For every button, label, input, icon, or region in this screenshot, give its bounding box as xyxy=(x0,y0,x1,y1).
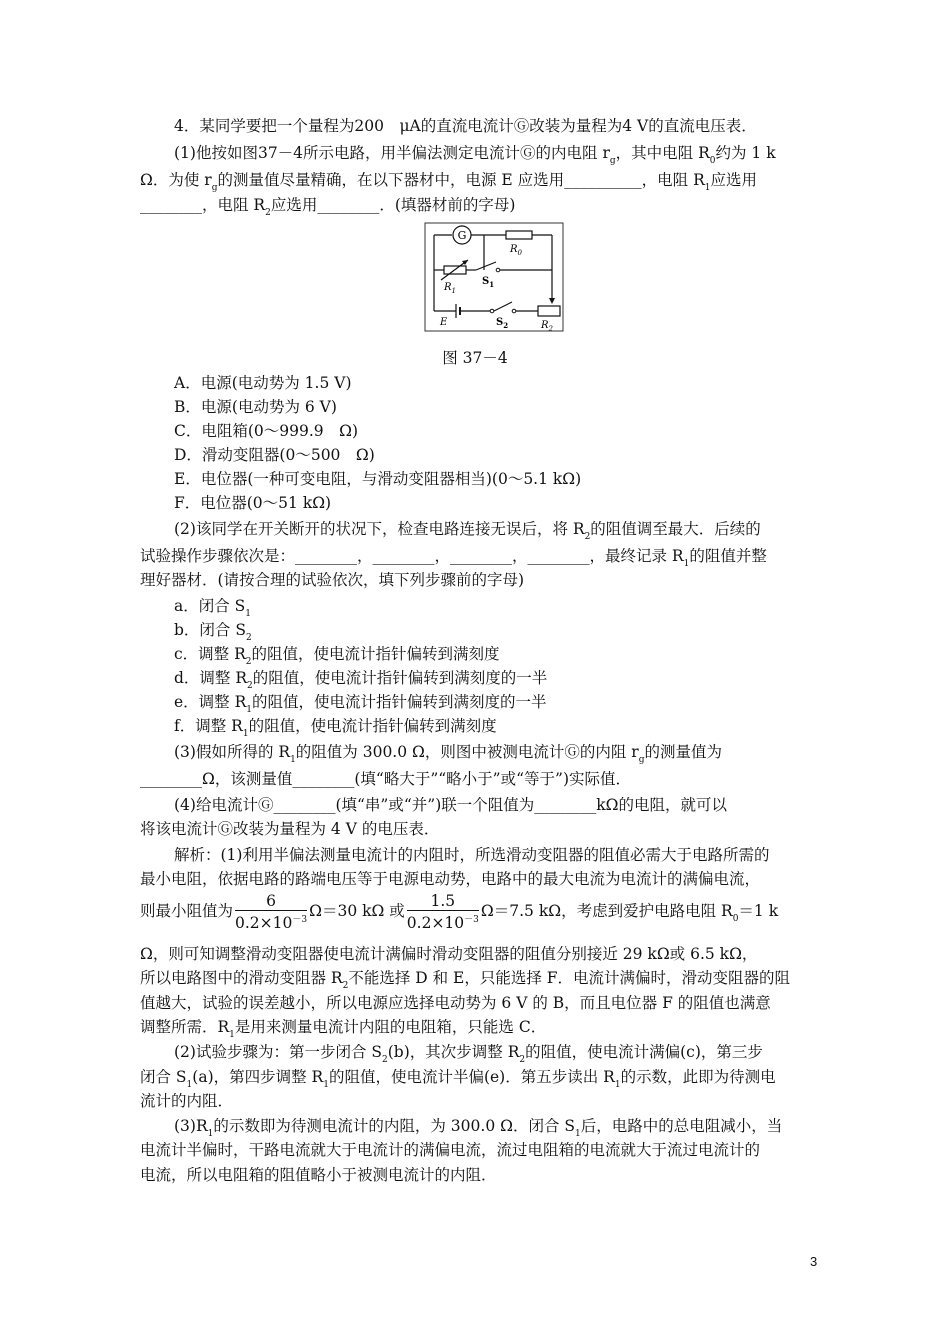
galvanometer-label: G xyxy=(457,229,467,242)
problem-intro: 4．某同学要把一个量程为200 μA的直流电流计Ⓖ改装为量程为4 V的直流电压表． xyxy=(174,117,757,135)
option-e: E．电位器(一种可变电阻，与滑动变阻器相当)(0～5.1 kΩ) xyxy=(174,470,582,488)
circuit-diagram xyxy=(424,222,564,332)
question-4-line-1: (4)给电流计Ⓖ________(填“串”或“并”)联一个阻值为________kΩ的电阻，就可以 xyxy=(174,796,727,814)
solution-p1-line-5: 所以电路图中的滑动变阻器 $R_2$不能选择 D 和 E，只能选择 F．电流计满偏时，滑动变阻器的阻 xyxy=(140,969,791,991)
question-2-line-2: 试验操作步骤依次是：________，________，________，________，最终记录 $R_1$的阻值并整 xyxy=(140,547,767,569)
r1-label: $R_1$ xyxy=(444,282,456,295)
solution-p2-line-3: 流计的内阻． xyxy=(140,1092,234,1110)
solution-p2-line-2: 闭合 $S_1(a)$，第四步调整 $R_1$的阻值，使电流计半偏(e)．第五步读出 $R_1$的示数，此即为待测电 xyxy=(140,1068,776,1090)
step-b: b．闭合 $S_2$ xyxy=(174,621,252,643)
r2-rheostat xyxy=(538,306,560,316)
step-f: f．调整 $R_1$的阻值，使电流计指针偏转到满刻度 xyxy=(174,717,497,739)
solution-p3-line-2: 电流计半偏时，干路电流就大于电流计的满偏电流，流过电阻箱的电流就大于流过电流计的 xyxy=(140,1141,761,1159)
fraction-6-over: $\frac{6}{0.2\times 10^{-3}}$ xyxy=(235,892,308,933)
fraction-1-5-over: $\frac{1.5}{0.2\times 10^{-3}}$ xyxy=(406,892,479,933)
solution-p2-line-1: (2)试验步骤为：第一步闭合 $S_2(b)$，其次步调整 $R_2$的阻值，使电流计满偏(c)，第三步 xyxy=(174,1043,763,1065)
solution-p1-line-6: 值越大，试验的误差越小，所以电源应选择电动势为 6 V 的 B，而且电位器 F 的阻值也满意 xyxy=(140,994,771,1012)
question-2-line-1: (2)该同学在开关断开的状况下，检查电路连接无误后，将 $R_2$的阻值调至最大．后续的 xyxy=(174,520,761,542)
solution-p1-line-4: Ω，则可知调整滑动变阻器使电流计满偏时滑动变阻器的阻值分别接近 29 kΩ或 6.5 kΩ， xyxy=(140,945,758,963)
solution-p3-line-1: $(3)R_1$的示数即为待测电流计的内阻，为 300.0 Ω．闭合 $S_1$后，电路中的总电阻减小，当 xyxy=(174,1117,783,1139)
figure-caption: 图 37－4 xyxy=(442,349,508,367)
option-a: A．电源(电动势为 1.5 V) xyxy=(174,374,352,392)
option-b: B．电源(电动势为 6 V) xyxy=(174,398,337,416)
page-number: 3 xyxy=(810,1254,818,1269)
option-c: C．电阻箱(0～999.9 Ω) xyxy=(174,422,359,440)
question-3-line-2: ________Ω，该测量值________(填“略大于”“略小于”或“等于”)实际值． xyxy=(140,770,631,788)
option-f: F．电位器(0～51 kΩ) xyxy=(174,494,332,512)
solution-p1-line-3: 则最小阻值为 $\frac{6}{0.2\times 10^{-3}}$ Ω＝30 kΩ 或 $\frac{1.5}{0.2\times 10^{-3}}$ Ω＝7.5 kΩ，考虑到爱护电路电阻 $R_0=1$ k xyxy=(140,892,779,933)
solution-p1-line-7: 调整所需．$R_1$是用来测量电流计内阻的电阻箱，只能选 C． xyxy=(140,1018,547,1040)
r0-label: $R_0$ xyxy=(510,244,522,257)
question-2-line-3: 理好器材．(请按合理的试验依次，填下列步骤前的字母) xyxy=(140,571,525,589)
s1-label: $S_1$ xyxy=(482,276,495,289)
question-4-line-2: 将该电流计Ⓖ改装为量程为 4 V 的电压表． xyxy=(140,820,440,838)
question-1-line-2: Ω．为使 $r_g$的测量值尽量精确，在以下器材中，电源 E 应选用__________，电阻 $R_1$应选用 xyxy=(140,171,757,193)
question-1-line-1: (1)他按如图37－4所示电路，用半偏法测定电流计Ⓖ的内电阻 $r_g$，其中电阻 $R_0$约为 1 k xyxy=(174,144,776,166)
step-c: c．调整 $R_2$的阻值，使电流计指针偏转到满刻度 xyxy=(174,645,500,667)
solution-p1-line-1: 解析：(1)利用半偏法测量电流计的内阻时，所选滑动变阻器的阻值必需大于电路所需的 xyxy=(174,846,770,864)
question-3-line-1: (3)假如所得的 $R_1$的阻值为 300.0 Ω，则图中被测电流计Ⓖ的内阻 $r_g$的测量值为 xyxy=(174,743,722,765)
solution-p3-line-3: 电流，所以电阻箱的阻值略小于被测电流计的内阻． xyxy=(140,1166,497,1184)
s2-label: $S_2$ xyxy=(496,317,509,330)
solution-p1-line-2: 最小电阻，依据电路的路端电压等于电源电动势，电路中的最大电流为电流计的满偏电流， xyxy=(140,870,761,888)
r0-resistor xyxy=(506,231,532,239)
option-d: D．滑动变阻器(0～500 Ω) xyxy=(174,446,375,464)
e-label: E xyxy=(440,317,448,328)
r2-label: $R_2$ xyxy=(541,320,553,332)
question-1-line-3: ________，电阻 $R_2$应选用________．(填器材前的字母) xyxy=(140,196,516,218)
step-a: a．闭合 $S_1$ xyxy=(174,597,252,619)
step-d: d．调整 $R_2$的阻值，使电流计指针偏转到满刻度的一半 xyxy=(174,669,548,691)
step-e: e．调整 $R_1$的阻值，使电流计指针偏转到满刻度的一半 xyxy=(174,693,547,715)
